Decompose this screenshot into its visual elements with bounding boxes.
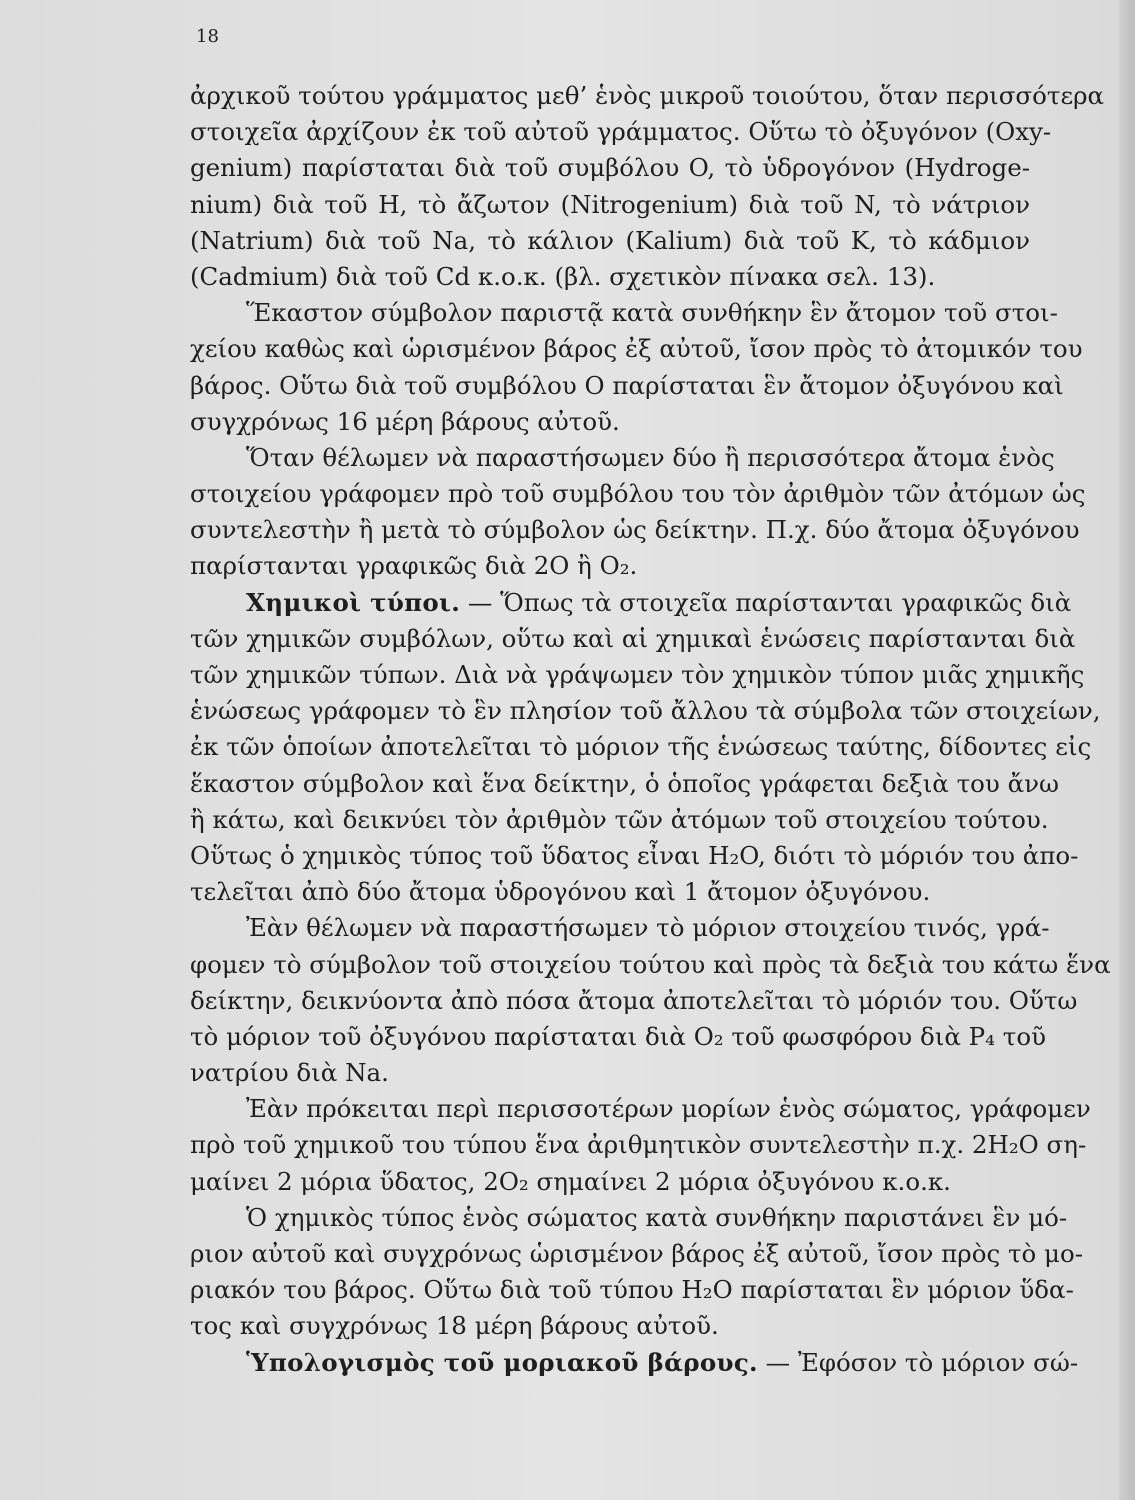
text-line: στοιχεῖα ἀρχίζουν ἐκ τοῦ αὐτοῦ γράμματος. Οὕτω τὸ ὀξυγόνον (Oxy- <box>190 117 1052 147</box>
section-heading-2: Ὑπολογισμὸς τοῦ μοριακοῦ βάρους. <box>246 1347 758 1377</box>
text-line: συντελεστὴν ἢ μετὰ τὸ σύμβολον ὡς δείκτην. Π.χ. δύο ἄτομα ὀξυγόνου <box>190 515 1080 545</box>
section-heading-1: Χημικοὶ τύποι. <box>246 587 461 617</box>
text-line: πρὸ τοῦ χημικοῦ του τύπου ἕνα ἀριθμητικὸν συντελεστὴν π.χ. 2H₂O ση- <box>190 1130 1087 1160</box>
text-line: ἀρχικοῦ τούτου γράμματος μεθ’ ἑνὸς μικροῦ τοιούτου, ὅταν περισσότερα <box>190 81 1105 110</box>
text-line: μαίνει 2 μόρια ὕδατος, 2O₂ σημαίνει 2 μόρια ὀξυγόνου κ.ο.κ. <box>190 1166 951 1196</box>
page-edge <box>1119 0 1135 1500</box>
text-line: τῶν χημικῶν συμβόλων, οὕτω καὶ αἱ χημικαὶ ἑνώσεις παρίστανται διὰ <box>190 623 1076 653</box>
section-lead-1: — Ὅπως τὰ στοιχεῖα παρίστανται γραφικῶς διὰ <box>460 587 1072 617</box>
section-heading-line-1 <box>190 585 1072 621</box>
paragraph-block-1 <box>190 78 1105 585</box>
text-line: ἑνώσεως γράφομεν τὸ ἓν πλησίον τοῦ ἄλλου τὰ σύμβολα τῶν στοιχείων, <box>190 696 1101 726</box>
text-line: τὸ μόριον τοῦ ὀξυγόνου παρίσταται διὰ O₂ τοῦ φωσφόρου διὰ P₄ τοῦ <box>190 1021 1046 1051</box>
text-line: στοιχείου γράφομεν πρὸ τοῦ συμβόλου του τὸν ἀριθμὸν τῶν ἀτόμων ὡς <box>190 479 1086 509</box>
page-number: 18 <box>196 26 219 47</box>
text-line: δείκτην, δεικνύοντα ἀπὸ πόσα ἄτομα ἀποτελεῖται τὸ μόριόν του. Οὕτω <box>190 985 1078 1015</box>
text-line: βάρος. Οὕτω διὰ τοῦ συμβόλου O παρίσταται ἓν ἄτομον ὀξυγόνου καὶ <box>190 370 1064 400</box>
text-line: συγχρόνως 16 μέρη βάρους αὐτοῦ. <box>190 406 620 436</box>
text-line: Οὕτως ὁ χημικὸς τύπος τοῦ ὕδατος εἶναι H₂O, διότι τὸ μόριόν του ἀπο- <box>190 840 1079 870</box>
text-line: ἐκ τῶν ὁποίων ἀποτελεῖται τὸ μόριον τῆς ἑνώσεως ταύτης, δίδοντες εἰς <box>190 732 1092 762</box>
text-line: Ὁ χημικὸς τύπος ἑνὸς σώματος κατὰ συνθήκην παριστάνει ἓν μό- <box>246 1202 1068 1232</box>
text-line: Ἕκαστον σύμβολον παριστᾷ κατὰ συνθήκην ἓν ἄτομον τοῦ στοι- <box>246 298 1058 328</box>
text-line: νατρίου διὰ Na. <box>190 1058 389 1088</box>
text-line: Ἐὰν πρόκειται περὶ περισσοτέρων μορίων ἑνὸς σώματος, γράφομεν <box>246 1094 1091 1124</box>
text-line: (Natrium) διὰ τοῦ Na, τὸ κάλιον (Kalium) διὰ τοῦ K, τὸ κάδμιον <box>190 225 1030 255</box>
text-line: τος καὶ συγχρόνως 18 μέρη βάρους αὐτοῦ. <box>190 1311 719 1341</box>
paragraph-block-2 <box>190 621 1111 1345</box>
section-heading-line-2 <box>190 1345 1079 1381</box>
text-line: Ὅταν θέλωμεν νὰ παραστήσωμεν δύο ἢ περισσότερα ἄτομα ἑνὸς <box>246 442 1055 472</box>
text-line: ἕκαστον σύμβολον καὶ ἕνα δείκτην, ὁ ὁποῖος γράφεται δεξιὰ του ἄνω <box>190 768 1060 798</box>
text-line: χείου καθὼς καὶ ὡρισμένον βάρος ἐξ αὐτοῦ, ἴσον πρὸς τὸ ἀτομικόν του <box>190 334 1083 364</box>
text-line: genium) παρίσταται διὰ τοῦ συμβόλου O, τὸ ὑδρογόνον (Hydroge- <box>190 153 1030 183</box>
text-line: Ἐὰν θέλωμεν νὰ παραστήσωμεν τὸ μόριον στοιχείου τινός, γρά- <box>246 913 1050 943</box>
text-line: φομεν τὸ σύμβολον τοῦ στοιχείου τούτου καὶ πρὸς τὰ δεξιὰ του κάτω ἕνα <box>190 949 1111 979</box>
text-line: ριακόν του βάρος. Οὕτω διὰ τοῦ τύπου H₂O παρίσταται ἓν μόριον ὕδα- <box>190 1275 1074 1305</box>
section-lead-2: — Ἐφόσον τὸ μόριον σώ- <box>757 1347 1079 1377</box>
text-line: (Cadmium) διὰ τοῦ Cd κ.ο.κ. (βλ. σχετικὸν πίνακα σελ. 13). <box>190 261 936 291</box>
text-line: ἢ κάτω, καὶ δεικνύει τὸν ἀριθμὸν τῶν ἀτόμων τοῦ στοιχείου τούτου. <box>190 804 1049 834</box>
body-text <box>190 78 1111 1381</box>
text-line: παρίστανται γραφικῶς διὰ 2O ἢ O₂. <box>190 551 638 581</box>
text-line: τῶν χημικῶν τύπων. Διὰ νὰ γράψωμεν τὸν χημικὸν τύπον μιᾶς χημικῆς <box>190 660 1085 689</box>
text-line: nium) διὰ τοῦ H, τὸ ἄζωτον (Nitrogenium) διὰ τοῦ N, τὸ νάτριον <box>190 189 1030 219</box>
text-line: τελεῖται ἀπὸ δύο ἄτομα ὑδρογόνου καὶ 1 ἄτομον ὀξυγόνου. <box>190 877 931 907</box>
text-line: ριον αὐτοῦ καὶ συγχρόνως ὡρισμένον βάρος ἐξ αὐτοῦ, ἴσον πρὸς τὸ μο- <box>190 1239 1083 1268</box>
